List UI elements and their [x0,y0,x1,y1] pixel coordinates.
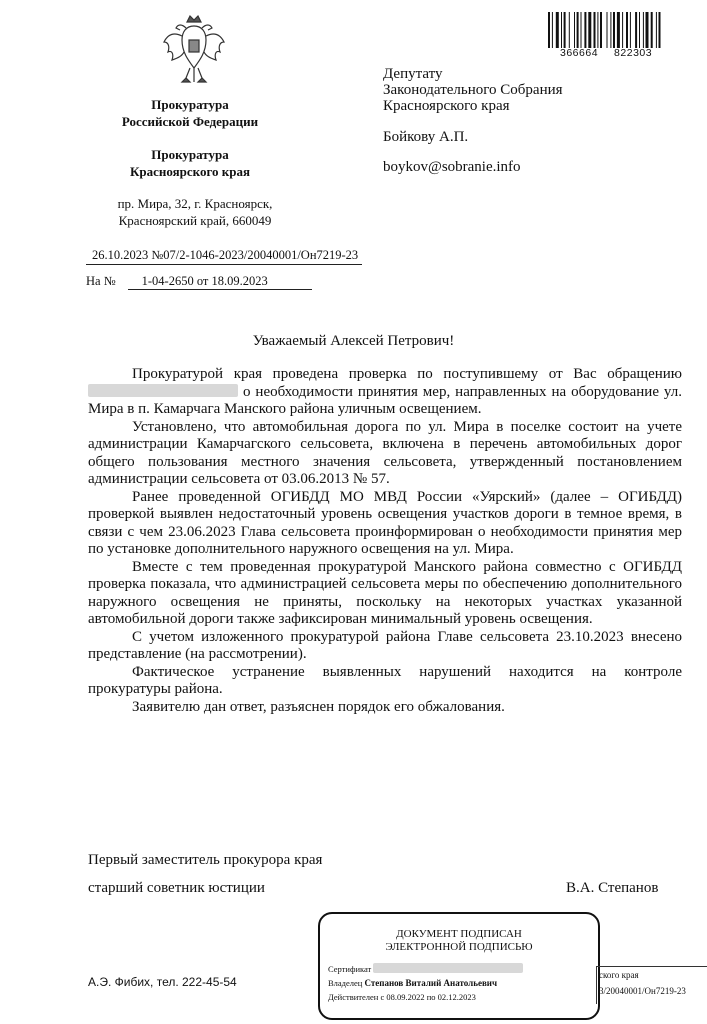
reference-number [86,274,312,290]
paragraph-1 [88,366,682,419]
barcode-num2: 822303 [614,47,653,59]
reference-label: На № [86,274,116,288]
paragraph-3: Ранее проведенной ОГИБДД МО МВД России «Уярский» (далее – ОГИБДД) проверкой выявлен недостаточный уровень освещения участков дороги в темное время, в связи с чем 23.06.2023 Глава сельсовета проинформирован о необходимости принятия мер по установке дополнительного наружного освещения на ул. Мира. [88,488,682,557]
letter-body [88,366,682,716]
recipient-name: Бойкову А.П. [383,129,469,145]
signatory-position-1: Первый заместитель прокурора края [88,852,323,868]
stamp-validity [328,991,476,1004]
sender-org-regional [90,146,290,180]
valid-to: 02.12.2023 [437,992,476,1002]
recipient-line1: Депутату [383,66,443,82]
executor-contact: А.Э. Фибих, тел. 222-45-54 [88,975,237,989]
coat-of-arms-icon [160,12,228,86]
fragment-line2: 3/20040001/Он7219-23 [599,986,686,996]
paragraph-1-a: Прокуратурой края проведена проверка по поступившему от Вас обращению [132,366,682,382]
redacted-certificate [373,963,523,973]
redacted-name [88,384,238,397]
recipient-line2: Законодательного Собрания [383,82,563,98]
stamp-certificate [328,963,523,976]
signatory-name: В.А. Степанов [566,880,659,896]
valid-label: Действителен с [328,992,385,1002]
recipient-email: boykov@sobranie.info [383,159,521,175]
paragraph-7: Заявителю дан ответ, разъяснен порядок его обжалования. [132,698,505,715]
valid-from: 08.09.2022 [386,992,425,1002]
owner-name: Степанов Виталий Анатольевич [364,978,498,988]
sender-org2-line2: Красноярского края [129,164,251,179]
reference-value: 1-04-2650 от 18.09.2023 [128,274,312,290]
signatory-position-2: старший советник юстиции [88,880,265,896]
paragraph-4: Вместе с тем проведенная прокуратурой Манского района совместно с ОГИБДД проверка показала, что администрацией сельсовета меры по обеспечению дополнительного наружного освещения не приняты, поскольку на некоторых участках указанной автомобильной дороги также зафиксирован минимальный уровень освещения. [88,558,682,627]
paragraph-2: Установлено, что автомобильная дорога по ул. Мира в поселке состоит на учете администрации Камарчагского сельсовета, включена в перечень автомобильных дорог общего пользования местного значения сельсовета, утвержденный постановлением администрации сельсовета от 03.06.2013 № 57. [88,418,682,487]
address-line1: пр. Мира, 32, г. Красноярск, [117,196,273,211]
recipient-block [383,66,563,175]
paragraph-1-b: о необходимости принятия мер, направленных на оборудование ул. Мира в п. Камарчага Манского района уличным освещением. [88,383,683,417]
paragraph-6: Фактическое устранение выявленных нарушений находится на контроле прокуратуры района. [88,663,682,697]
fragment-line1: ского края [599,970,639,980]
sender-address [90,195,300,229]
barcode-numbers [560,47,652,59]
electronic-signature-stamp [318,912,600,1020]
sender-org1-line2: Российской Федерации [121,114,259,129]
stamp-title [320,928,598,954]
stamp-title-line1: ДОКУМЕНТ ПОДПИСАН [396,928,522,940]
greeting: Уважаемый Алексей Петрович! [252,333,455,349]
cert-label: Сертификат [328,964,372,974]
recipient-line3: Красноярского края [383,98,510,114]
barcode-icon [548,12,694,48]
barcode-num1: 366664 [560,47,599,59]
overlapped-page-fragment [596,966,707,1004]
sender-org2-line1: Прокуратура [151,147,229,162]
sender-org-federal [90,96,290,130]
stamp-owner [328,977,497,990]
sender-org1-line1: Прокуратура [151,97,229,112]
address-line2: Красноярский край, 660049 [118,213,272,228]
paragraph-5: С учетом изложенного прокуратурой района Главе сельсовета 23.10.2023 внесено представление (на рассмотрении). [88,628,682,662]
registration-number: 26.10.2023 №07/2-1046-2023/20040001/Он7219-23 [86,248,362,265]
stamp-title-line2: ЭЛЕКТРОННОЙ ПОДПИСЬЮ [385,941,533,953]
valid-to-label: по [426,992,436,1002]
owner-label: Владелец [328,978,363,988]
